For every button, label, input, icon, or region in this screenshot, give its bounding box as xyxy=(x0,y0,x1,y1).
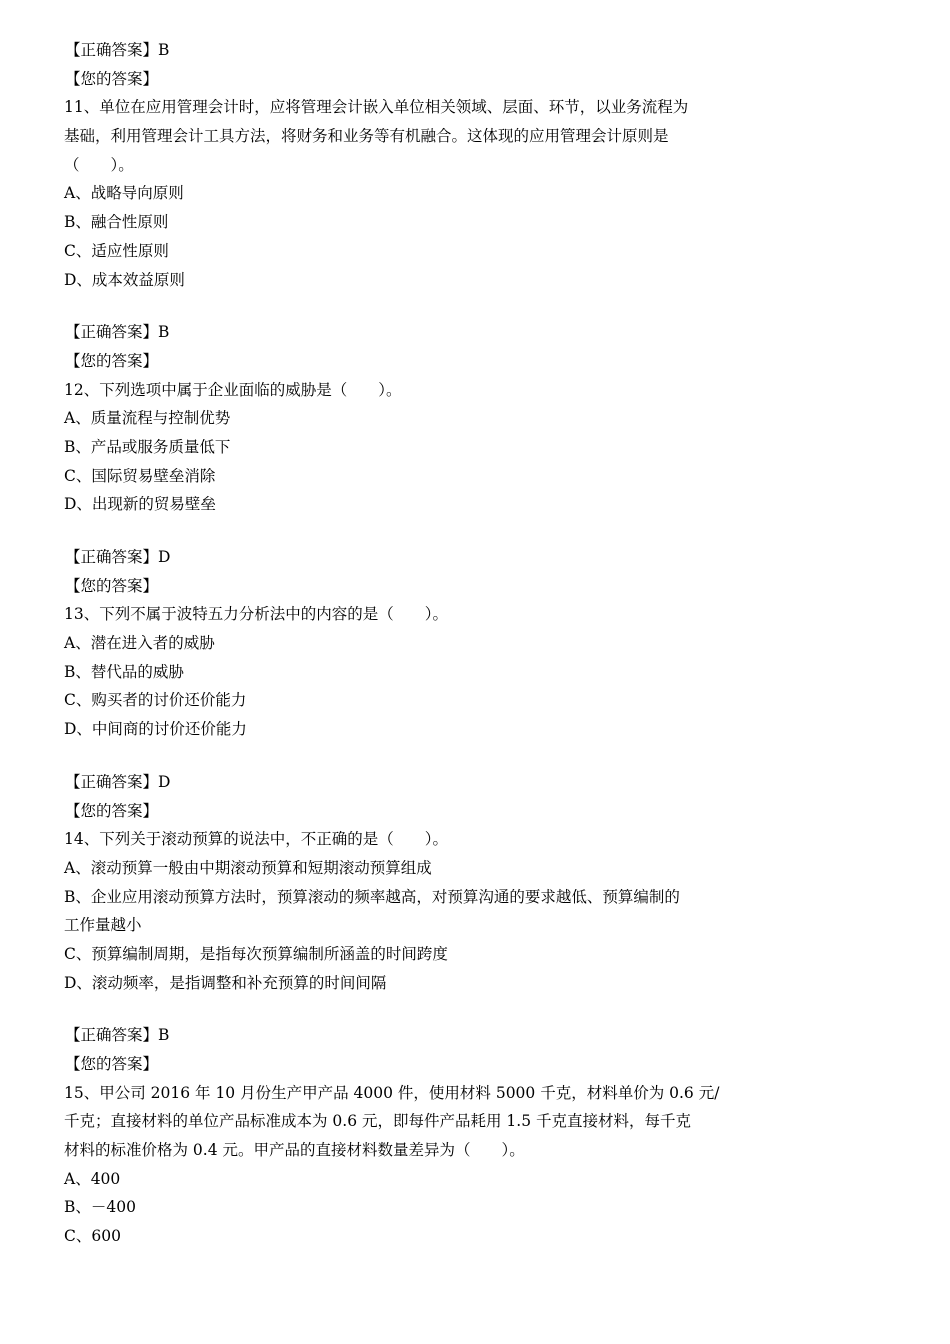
option-c: C、国际贸易壁垒消除 xyxy=(64,466,216,485)
question-15 xyxy=(64,1079,744,1251)
question-stem: （ ）。 xyxy=(64,155,134,174)
option-d: D、中间商的讨价还价能力 xyxy=(64,720,247,739)
your-answer: 【您的答案】 xyxy=(65,69,159,88)
option-b: B、产品或服务质量低下 xyxy=(64,437,231,456)
option-a: A、潜在进入者的威胁 xyxy=(64,634,215,653)
option-a: A、400 xyxy=(64,1169,121,1188)
option-a: A、质量流程与控制优势 xyxy=(64,409,231,428)
option-b: B、融合性原则 xyxy=(64,213,169,232)
question-stem: 11、单位在应用管理会计时，应将管理会计嵌入单位相关领域、层面、环节，以业务流程为 xyxy=(64,98,689,117)
question-11 xyxy=(64,93,744,375)
question-stem: 14、下列关于滚动预算的说法中，不正确的是（ ）。 xyxy=(64,830,448,849)
spacer xyxy=(64,519,744,543)
option-b: B、替代品的威胁 xyxy=(64,662,184,681)
option-a: A、战略导向原则 xyxy=(64,184,184,203)
correct-answer: 【正确答案】D xyxy=(65,772,171,791)
question-12 xyxy=(64,376,744,601)
document-page xyxy=(64,36,744,1251)
question-stem: 13、下列不属于波特五力分析法中的内容的是（ ）。 xyxy=(64,605,448,624)
question-stem: 15、甲公司 2016 年 10 月份生产甲产品 4000 件，使用材料 5000 千克，材料单价为 0.6 元/ xyxy=(64,1083,720,1102)
option-c: C、购买者的讨价还价能力 xyxy=(64,691,247,710)
correct-answer: 【正确答案】D xyxy=(65,548,171,566)
option-a: A、滚动预算一般由中期滚动预算和短期滚动预算组成 xyxy=(64,858,432,877)
correct-answer: 【正确答案】B xyxy=(65,1026,170,1045)
question-14 xyxy=(64,825,744,1079)
option-b: B、－400 xyxy=(64,1198,136,1217)
your-answer: 【您的答案】 xyxy=(65,351,159,370)
your-answer: 【您的答案】 xyxy=(65,801,159,820)
option-d: D、滚动频率，是指调整和补充预算的时间间隔 xyxy=(64,973,387,992)
correct-answer: 【正确答案】B xyxy=(65,323,170,342)
spacer xyxy=(64,997,744,1021)
question-13 xyxy=(64,600,744,825)
option-d: D、出现新的贸易壁垒 xyxy=(64,495,216,514)
option-c: C、600 xyxy=(64,1227,121,1246)
your-answer: 【您的答案】 xyxy=(65,1055,159,1073)
spacer xyxy=(64,744,744,768)
option-c: C、适应性原则 xyxy=(64,241,169,260)
question-stem: 基础，利用管理会计工具方法，将财务和业务等有机融合。这体现的应用管理会计原则是 xyxy=(64,127,669,146)
question-stem: 材料的标准价格为 0.4 元。甲产品的直接材料数量差异为（ ）。 xyxy=(64,1141,525,1160)
option-b-continued: 工作量越小 xyxy=(64,916,142,935)
question-stem: 千克；直接材料的单位产品标准成本为 0.6 元，即每件产品耗用 1.5 千克直接材料，每千克 xyxy=(64,1112,692,1131)
option-d: D、成本效益原则 xyxy=(64,270,185,289)
option-b: B、企业应用滚动预算方法时，预算滚动的频率越高，对预算沟通的要求越低、预算编制的 xyxy=(64,887,680,906)
spacer xyxy=(64,294,744,318)
question-stem: 12、下列选项中属于企业面临的威胁是（ ）。 xyxy=(64,380,402,399)
your-answer: 【您的答案】 xyxy=(65,576,159,595)
option-c: C、预算编制周期，是指每次预算编制所涵盖的时间跨度 xyxy=(64,944,448,963)
correct-answer: 【正确答案】B xyxy=(65,41,170,59)
